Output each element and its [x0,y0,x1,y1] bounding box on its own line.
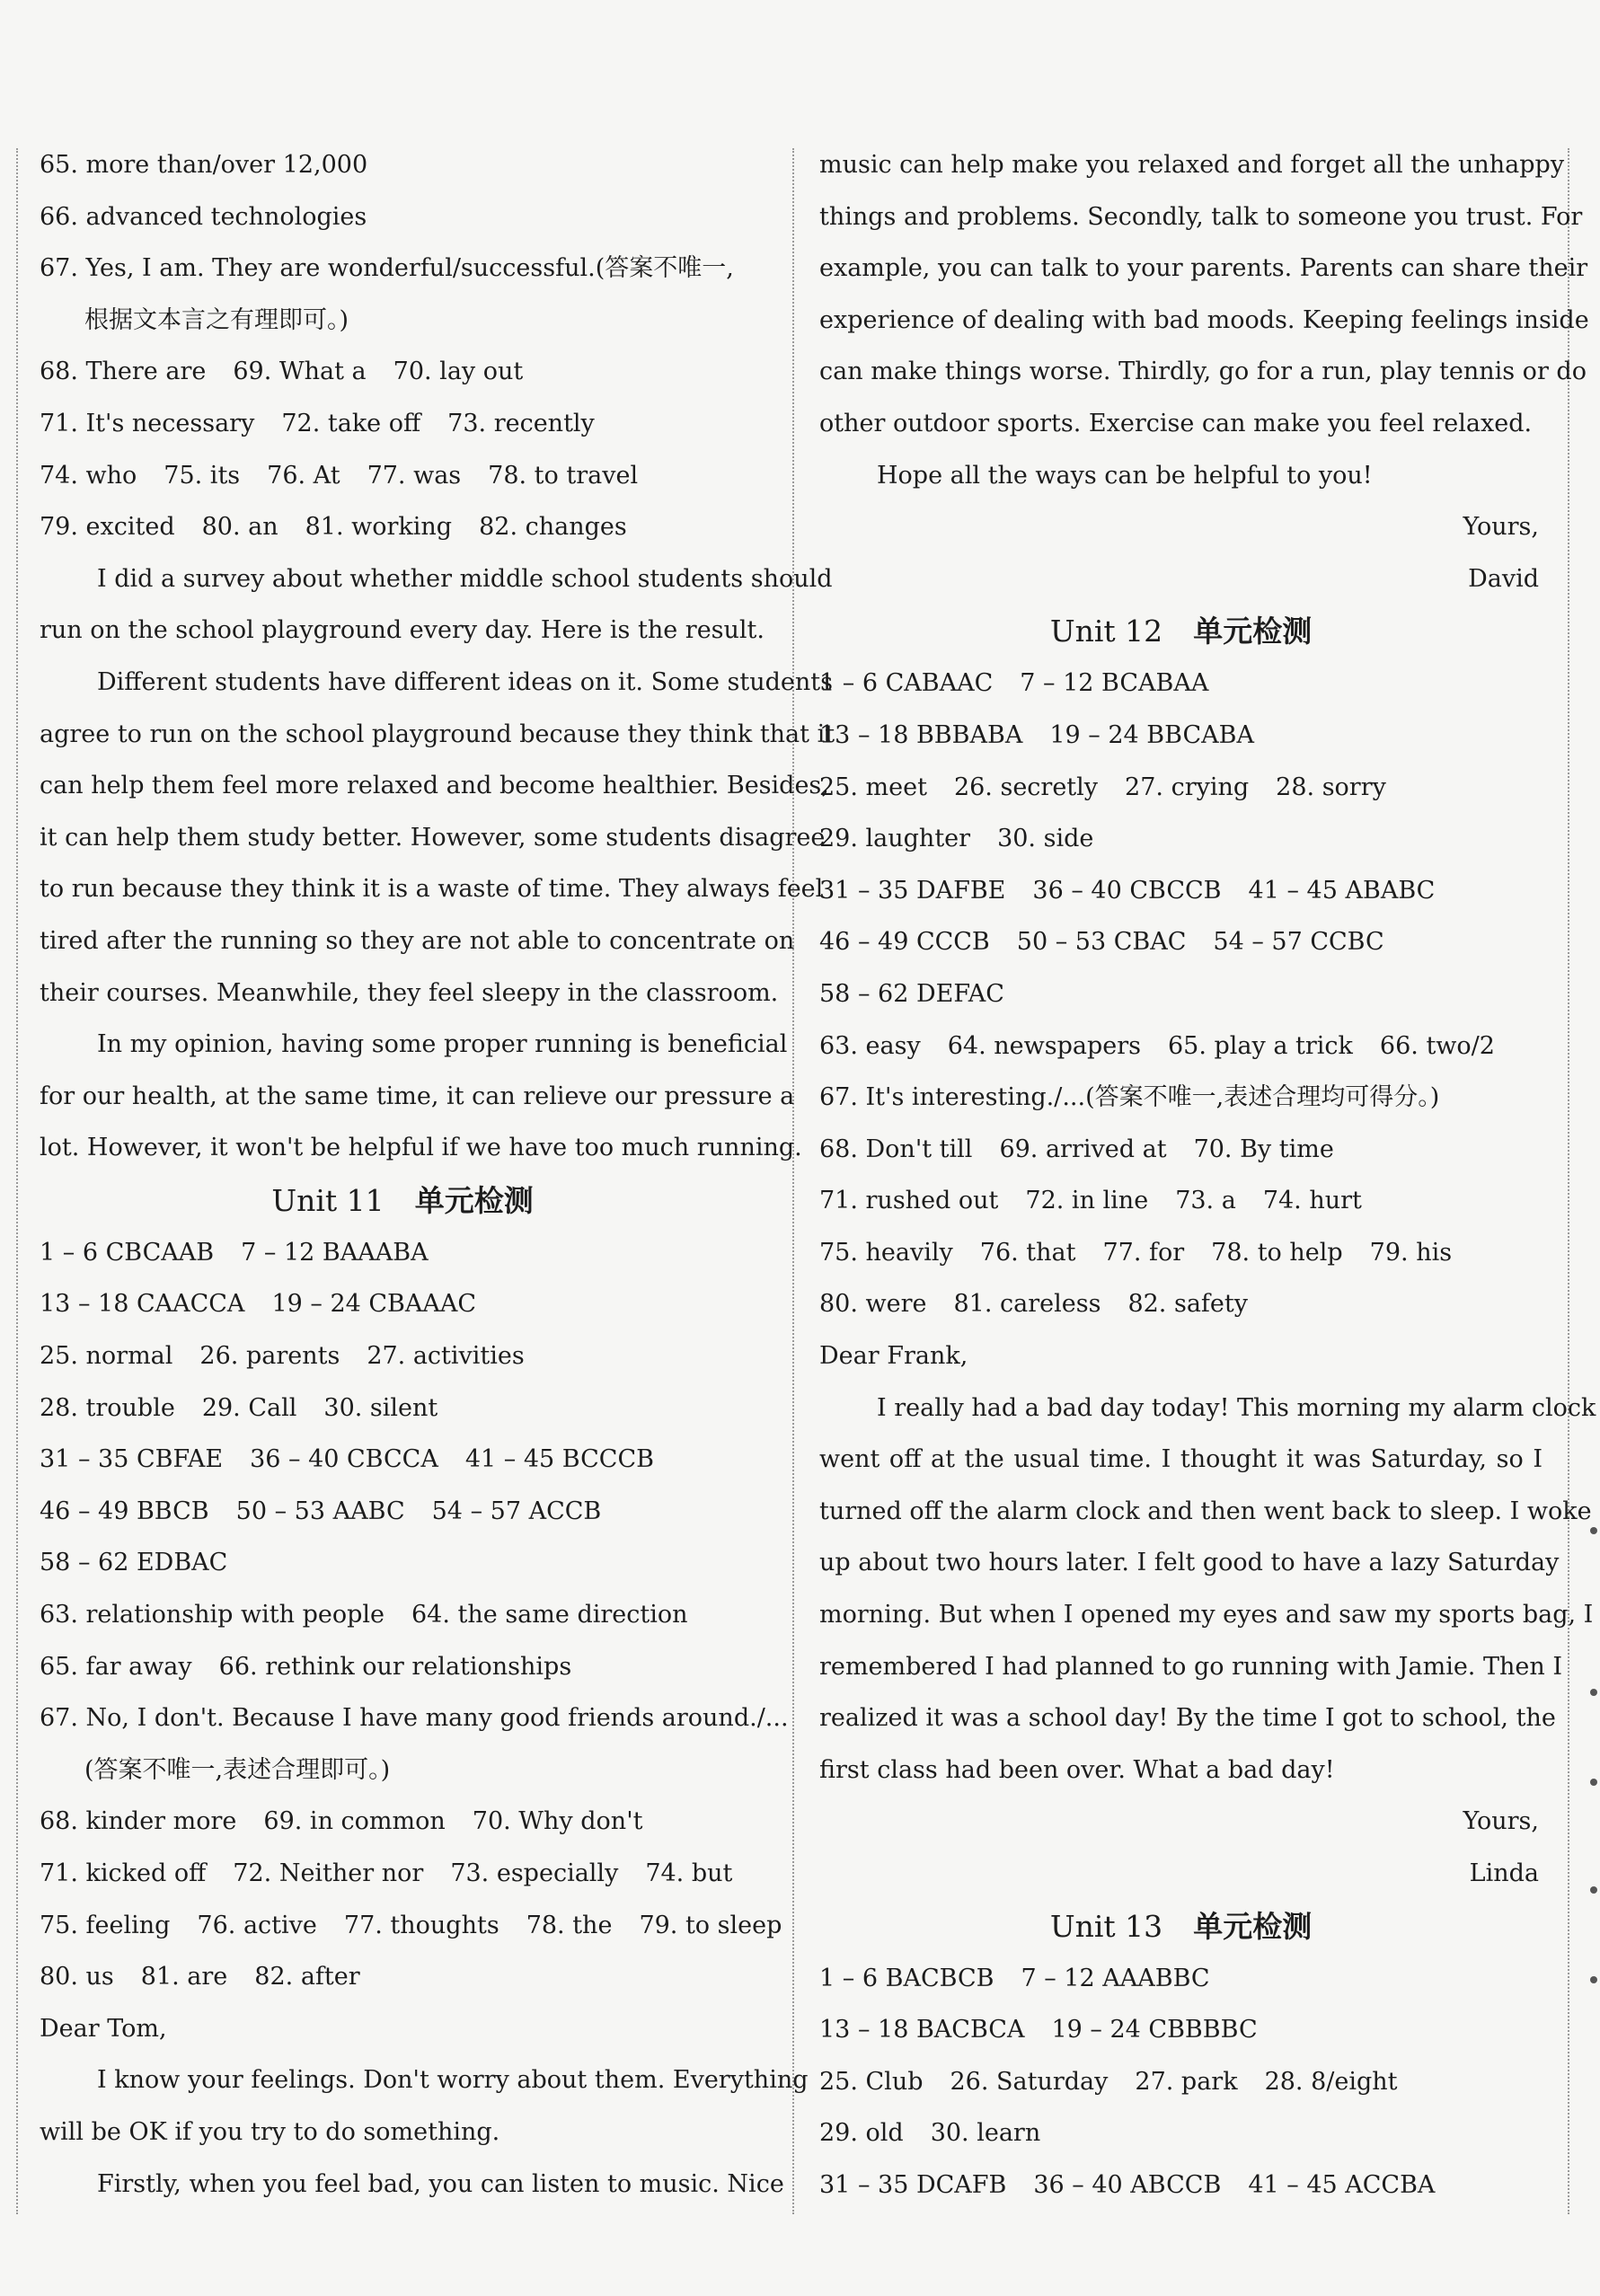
unit-11-answers [40,1227,789,2003]
answer-item: 7 – 12 BCABAA [1020,669,1209,698]
answer-item: 26. Saturday [950,2067,1109,2096]
essay-line: I did a survey about whether middle school students should [97,564,833,593]
answer-item: 76. active [197,1911,317,1939]
answer-item: 19 – 24 CBAAAC [271,1290,477,1319]
letter-signature: Linda [1469,1859,1539,1887]
letter-line: turned off the alarm clock and then went back to sleep. I woke [819,1497,1592,1525]
letter-line: realized it was a school day! By the time I got to school, the [819,1704,1556,1733]
unit-12-answers [819,658,1543,1330]
answer-item: 7 – 12 AAABBC [1021,1964,1210,1992]
unit-title: Unit 13 [1049,1908,1163,1944]
answer-item: 82. after [254,1963,360,1991]
essay-survey [40,553,835,1174]
answer-item: 1 – 6 CBCAAB [40,1238,215,1267]
answer-line [40,1434,765,1486]
answer-line [819,813,1543,865]
answer-item: 74. hurt [1262,1187,1362,1215]
answer-line [40,1227,765,1279]
answer-item: 65. play a trick [1167,1031,1353,1060]
essay-line: tired after the running so they are not able to concentrate on [40,926,795,955]
answer-item: 41 – 45 ABABC [1248,876,1436,905]
answer-item: 66. rethink our relationships [218,1652,572,1681]
answer-item: 19 – 24 CBBBBC [1051,2016,1258,2044]
letter-line: Hope all the ways can be helpful to you! [877,461,1373,490]
essay-line: for our health, at the same time, it can relieve our pressure a [40,1082,795,1110]
answer-item: 25. meet [819,773,927,801]
answer-item: 50 – 53 AABC [235,1497,405,1525]
letter-line: first class had been over. What a bad day! [819,1755,1335,1784]
letter-line: Firstly, when you feel bad, you can listen to music. Nice [97,2169,784,2198]
letter-line: morning. But when I opened my eyes and saw my sports bag, I [819,1601,1594,1629]
letter-line: I really had a bad day today! This morning my alarm clock [877,1393,1596,1422]
answer-item: 13 – 18 BACBCA [819,2016,1025,2044]
column-divider [792,148,794,2214]
answer-line [40,1796,765,1848]
answer-item: 75. its [164,461,241,490]
answer-item: 66. two/2 [1379,1031,1495,1060]
answer-line [40,295,765,347]
answer-item: 13 – 18 CAACCA [40,1290,245,1319]
answer-item: 27. activities [367,1342,525,1371]
answer-item: 82. safety [1127,1290,1249,1319]
unit-13-answers [819,1953,1543,2212]
answer-item: 58 – 62 EDBAC [40,1549,228,1577]
answer-line [819,1953,1543,2005]
answer-item: 68. There are [40,358,207,386]
answer-item: 74. but [645,1859,733,1887]
answer-item: 75. feeling [40,1911,171,1939]
answer-item: 65. far away [40,1652,192,1681]
answer-item: 31 – 35 DAFBE [819,876,1006,905]
answer-line [819,1278,1543,1330]
answer-item: 72. in line [1025,1187,1149,1215]
answer-line [819,2004,1543,2056]
answer-item: 28. sorry [1276,773,1386,801]
answer-line [40,501,765,553]
answer-line [40,1537,765,1589]
answer-item: 30. learn [930,2119,1041,2148]
answer-item: 19 – 24 BBCABA [1049,720,1254,749]
answer-line [40,1330,765,1382]
essay-line: Different students have different ideas on it. Some students [97,667,833,696]
letter-dear-tom-continued [819,139,1589,605]
answer-item: 13 – 18 BBBABA [819,720,1023,749]
answer-item: 41 – 45 ACCBA [1248,2170,1436,2199]
answer-item: 81. are [140,1963,228,1991]
answer-item: 73. especially [450,1859,619,1887]
answer-item: 70. lay out [393,358,524,386]
answer-item: 46 – 49 CCCB [819,928,990,957]
letter-signature: David [1468,564,1539,593]
answer-line [819,1072,1543,1124]
answer-item: 71. It's necessary [40,409,255,437]
answer-item: 71. kicked off [40,1859,207,1887]
answer-item: 30. side [997,825,1094,853]
left-column [40,139,835,2210]
essay-line: In my opinion, having some proper running is beneficial [97,1030,788,1059]
answer-item: 70. Why don't [472,1807,643,1836]
letter-line: remembered I had planned to go running with Jamie. Then I [819,1652,1562,1681]
essay-line: it can help them study better. However, some students disagree [40,823,826,852]
answer-item: 26. parents [199,1342,340,1371]
answer-line [819,1227,1543,1279]
answer-item: 36 – 40 ABCCB [1033,2170,1222,2199]
answer-item: 31 – 35 CBFAE [40,1445,224,1474]
answer-item: 68. kinder more [40,1807,237,1836]
essay-line: agree to run on the school playground because they think that it [40,720,835,748]
answer-line [40,1486,765,1538]
answer-item: 81. careless [953,1290,1101,1319]
answer-line [819,916,1543,968]
answer-item: 72. Neither nor [233,1859,424,1887]
unit-13-heading [819,1900,1543,1953]
unit-subtitle: 单元检测 [1193,614,1313,649]
answer-item: 78. the [526,1911,613,1939]
answer-item: 77. for [1102,1238,1185,1267]
answer-item: 29. Call [201,1393,297,1422]
answer-line [40,1692,789,1744]
answer-item: 31 – 35 DCAFB [819,2170,1007,2199]
answer-item: 70. By time [1193,1135,1334,1163]
unit-11-heading [40,1174,765,1227]
answer-item: 80. us [40,1963,114,1991]
answer-line [819,2107,1543,2159]
answer-item: 根据文本言之有理即可。) [84,305,349,334]
answer-line [40,1589,765,1641]
letter-greeting: Dear Tom, [40,2014,167,2043]
letter-line: will be OK if you try to do something. [40,2117,500,2146]
right-column [819,139,1596,2212]
answer-item: 30. silent [323,1393,438,1422]
answer-item: 67. No, I don't. Because I have many good friends around./... [40,1704,789,1733]
unit-title: Unit 12 [1049,614,1163,649]
answer-item: 77. was [367,461,462,490]
letter-line: other outdoor sports. Exercise can make you feel relaxed. [819,409,1533,437]
answer-item: 50 – 53 CBAC [1016,928,1187,957]
letter-line: music can help make you relaxed and forget all the unhappy [819,151,1565,179]
answer-item: 7 – 12 BAAABA [241,1238,429,1267]
answer-item: 36 – 40 CBCCB [1032,876,1222,905]
answer-line [40,1744,765,1797]
letter-greeting: Dear Frank, [819,1342,968,1371]
answer-item: 68. Don't till [819,1135,973,1163]
unit-subtitle: 单元检测 [414,1182,534,1218]
answer-item: 71. rushed out [819,1187,999,1215]
letter-line: experience of dealing with bad moods. Keeping feelings inside [819,305,1589,334]
margin-mark [1590,1886,1597,1894]
answer-item: 29. laughter [819,825,971,853]
answer-item: 78. to travel [488,461,639,490]
answer-line [819,1175,1543,1227]
letter-line: can make things worse. Thirdly, go for a run, play tennis or do [819,358,1587,386]
answer-line [819,865,1543,917]
answer-item: 41 – 45 BCCCB [464,1445,654,1474]
answer-line [40,191,765,243]
answer-item: 73. recently [447,409,595,437]
answer-item: 1 – 6 BACBCB [819,1964,994,1992]
answer-line [819,658,1543,710]
margin-mark [1590,1689,1597,1696]
answer-item: 76. that [979,1238,1076,1267]
margin-mark [1590,1779,1597,1786]
answer-item: 69. What a [233,358,367,386]
answer-item: 64. the same direction [411,1601,688,1629]
answer-item: 79. to sleep [639,1911,782,1939]
answer-item: 79. excited [40,513,175,542]
answer-line [819,1124,1543,1176]
answer-block-top [40,139,765,553]
answer-line [40,243,765,295]
answer-item: 36 – 40 CBCCA [250,1445,438,1474]
answer-line [40,346,765,398]
answer-item: 75. heavily [819,1238,953,1267]
answer-item: 58 – 62 DEFAC [819,979,1004,1008]
letter-line: things and problems. Secondly, talk to someone you trust. For [819,202,1583,231]
margin-mark [1590,1976,1597,1983]
unit-title: Unit 11 [271,1182,385,1218]
answer-line [40,450,765,502]
answer-item: 65. more than/over 12,000 [40,151,368,179]
letter-line: I know your feelings. Don't worry about them. Everything [97,2066,809,2095]
answer-item: 79. his [1369,1238,1453,1267]
answer-line [40,1641,765,1693]
answer-item: 64. newspapers [947,1031,1141,1060]
answer-line [819,710,1543,762]
answer-line [819,968,1543,1020]
letter-dear-tom [40,2003,809,2210]
answer-item: 80. an [201,513,278,542]
answer-line [819,762,1543,814]
answer-line [40,139,765,191]
answer-item: 27. park [1135,2067,1238,2096]
essay-line: lot. However, it won't be helpful if we have too much running. [40,1134,802,1162]
answer-item: 28. 8/eight [1264,2067,1398,2096]
answer-item: 63. relationship with people [40,1601,385,1629]
answer-line [40,1900,782,1952]
answer-item: 63. easy [819,1031,921,1060]
answer-item: (答案不唯一,表述合理即可。) [84,1755,391,1784]
answer-item: 46 – 49 BBCB [40,1497,209,1525]
answer-item: 74. who [40,461,137,490]
answer-item: 66. advanced technologies [40,202,367,231]
letter-line: up about two hours later. I felt good to have a lazy Saturday [819,1549,1560,1577]
letter-line: example, you can talk to your parents. Parents can share their [819,254,1588,283]
answer-item: 67. It's interesting./...(答案不唯一,表述合理均可得分。) [819,1083,1440,1112]
answer-item: 69. arrived at [999,1135,1167,1163]
answer-line [40,1278,765,1330]
answer-line [819,1020,1543,1073]
letter-line: went off at the usual time. I thought it was Saturday, so I [819,1445,1543,1474]
answer-item: 25. normal [40,1342,173,1371]
answer-item: 54 – 57 CCBC [1213,928,1384,957]
essay-line: can help them feel more relaxed and become healthier. Besides, [40,772,829,800]
answer-line [819,2056,1543,2108]
answer-line [40,1951,765,2003]
essay-line: to run because they think it is a waste of time. They always feel [40,875,824,904]
answer-item: 67. Yes, I am. They are wonderful/successful.(答案不唯一, [40,254,734,283]
letter-signoff: Yours, [1463,513,1539,542]
answer-item: 76. At [267,461,340,490]
page-right-border [1568,148,1569,2214]
answer-item: 54 – 57 ACCB [431,1497,602,1525]
answer-item: 81. working [305,513,453,542]
essay-line: their courses. Meanwhile, they feel sleepy in the classroom. [40,978,779,1007]
answer-item: 80. were [819,1290,927,1319]
answer-item: 26. secretly [953,773,1099,801]
unit-12-heading [819,605,1543,658]
answer-item: 27. crying [1125,773,1250,801]
answer-item: 78. to help [1211,1238,1343,1267]
answer-line [40,1848,765,1900]
answer-item: 29. old [819,2119,904,2148]
answer-item: 72. take off [281,409,421,437]
margin-mark [1590,1527,1597,1534]
answer-line [40,1382,765,1435]
unit-subtitle: 单元检测 [1193,1908,1313,1944]
answer-item: 82. changes [479,513,627,542]
answer-line [819,2159,1543,2212]
page-left-border [16,148,18,2214]
answer-line [40,398,765,450]
answer-item: 69. in common [263,1807,446,1836]
essay-line: run on the school playground every day. Here is the result. [40,616,765,645]
answer-item: 25. Club [819,2067,924,2096]
letter-signoff: Yours, [1463,1807,1539,1836]
answer-item: 73. a [1175,1187,1236,1215]
answer-item: 1 – 6 CABAAC [819,669,994,698]
letter-dear-frank [819,1330,1596,1900]
answer-item: 77. thoughts [343,1911,499,1939]
answer-item: 28. trouble [40,1393,175,1422]
